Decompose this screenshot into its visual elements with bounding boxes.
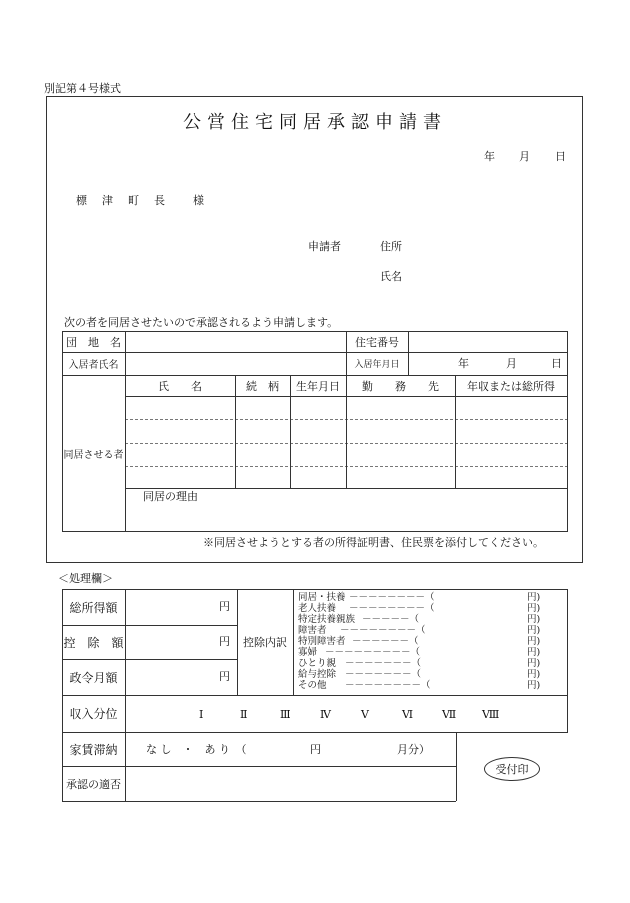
rent-arrears-months: 月分） (397, 743, 430, 756)
form-number-label: 別記第４号様式 (44, 82, 121, 95)
deduction-item-label: ひとり親 (298, 658, 337, 669)
deduction-item-dash: －－－－－－－－－（ (325, 647, 421, 658)
deduction-item-yen: 円) (527, 592, 541, 603)
deduction-item-label: 給与控除 (298, 669, 337, 680)
income-class-8: Ⅷ (482, 708, 500, 721)
income-class-label: 収入分位 (69, 707, 118, 721)
deduction-item-dash: －－－－－－－－（ (349, 592, 435, 603)
deduction-item-label: 特定扶養親族 (298, 614, 356, 625)
page-title: 公営住宅同居承認申請書 (183, 112, 447, 133)
deduction-item-yen: 円) (527, 614, 541, 625)
deduction-item-dash: －－－－－－－－（ (340, 625, 426, 636)
application-statement: 次の者を同居させたいので承認されるよう申請します。 (64, 316, 339, 329)
deduction-item-dash: －－－－－－（ (352, 636, 419, 647)
deduction-item-yen: 円) (527, 625, 541, 636)
applicant-label: 申請者 (308, 240, 341, 253)
deduction-item-label: 寡婦 (298, 647, 318, 658)
attachment-note: ※同居させようとする者の所得証明書、住民票を添付してください。 (203, 536, 544, 549)
deduction-item-yen: 円) (527, 647, 541, 658)
column-name: 氏 名 (158, 379, 202, 393)
deduction-detail-label: 控除内訳 (243, 636, 287, 649)
deduction-item-label: 障害者 (298, 625, 327, 636)
total-income-yen: 円 (219, 600, 230, 613)
column-workplace: 勤 務 先 (362, 379, 439, 393)
deduction-item-dash: －－－－－（ (362, 614, 420, 625)
deduction-item-dash: －－－－－－－（ (345, 658, 422, 669)
deduction-label: 控 除 額 (63, 635, 124, 650)
deduction-item-label: その他 (298, 680, 327, 691)
resident-name-label: 入居者氏名 (68, 360, 119, 371)
application-frame (46, 96, 583, 563)
deduction-item-dash: －－－－－－－（ (345, 669, 422, 680)
monthly-income-yen: 円 (219, 670, 230, 683)
reception-stamp: 受付印 (484, 757, 540, 781)
reason-label: 同居の理由 (143, 490, 198, 503)
deduction-item-label: 同居・扶養 (298, 592, 346, 603)
income-class-5: Ⅴ (361, 708, 369, 721)
deduction-item-label: 老人扶養 (298, 603, 337, 614)
date-day: 日 (555, 150, 566, 163)
rent-arrears-label: 家賃滞納 (69, 742, 118, 757)
deduction-item-yen: 円) (527, 669, 541, 680)
cohabitant-label: 同居させる者 (63, 449, 124, 461)
income-class-3: Ⅲ (280, 708, 291, 721)
total-income-label: 総所得額 (69, 600, 118, 615)
deduction-item-label: 特別障害者 (298, 636, 346, 647)
column-birthdate: 生年月日 (296, 379, 340, 393)
monthly-income-label: 政令月額 (69, 670, 118, 685)
income-class-7: Ⅶ (442, 708, 457, 721)
deduction-item-yen: 円) (527, 603, 541, 614)
move-in-month: 月 (506, 357, 517, 370)
move-in-year: 年 (458, 357, 469, 370)
income-class-6: Ⅵ (402, 708, 414, 721)
deduction-item-yen: 円) (527, 658, 541, 669)
processing-section-label: ＜処理欄＞ (58, 572, 113, 585)
income-class-2: Ⅱ (240, 708, 248, 721)
name-label: 氏名 (380, 270, 402, 283)
address-label: 住所 (380, 240, 402, 253)
deduction-yen: 円 (219, 635, 230, 648)
move-in-day: 日 (551, 357, 562, 370)
income-class-1: Ⅰ (199, 708, 204, 721)
date-year: 年 (484, 150, 495, 163)
income-class-4: Ⅳ (320, 708, 331, 721)
approval-label: 承認の適否 (66, 777, 121, 791)
deduction-item-yen: 円) (527, 636, 541, 647)
deduction-item-yen: 円) (527, 680, 541, 691)
rent-arrears-options: な し ・ あ り （ (146, 743, 247, 756)
column-income: 年収または総所得 (467, 379, 555, 393)
deduction-item-dash: －－－－－－－－（ (345, 680, 431, 691)
addressee: 標 津 町 長 様 (76, 194, 206, 207)
date-month: 月 (519, 150, 530, 163)
complex-name-label: 団 地 名 (66, 335, 121, 349)
house-number-label: 住宅番号 (355, 335, 399, 349)
move-in-date-label: 入居年月日 (354, 360, 400, 370)
rent-arrears-yen: 円 (310, 743, 321, 756)
column-relationship: 続 柄 (246, 379, 279, 393)
deduction-item-dash: －－－－－－－－（ (349, 603, 435, 614)
